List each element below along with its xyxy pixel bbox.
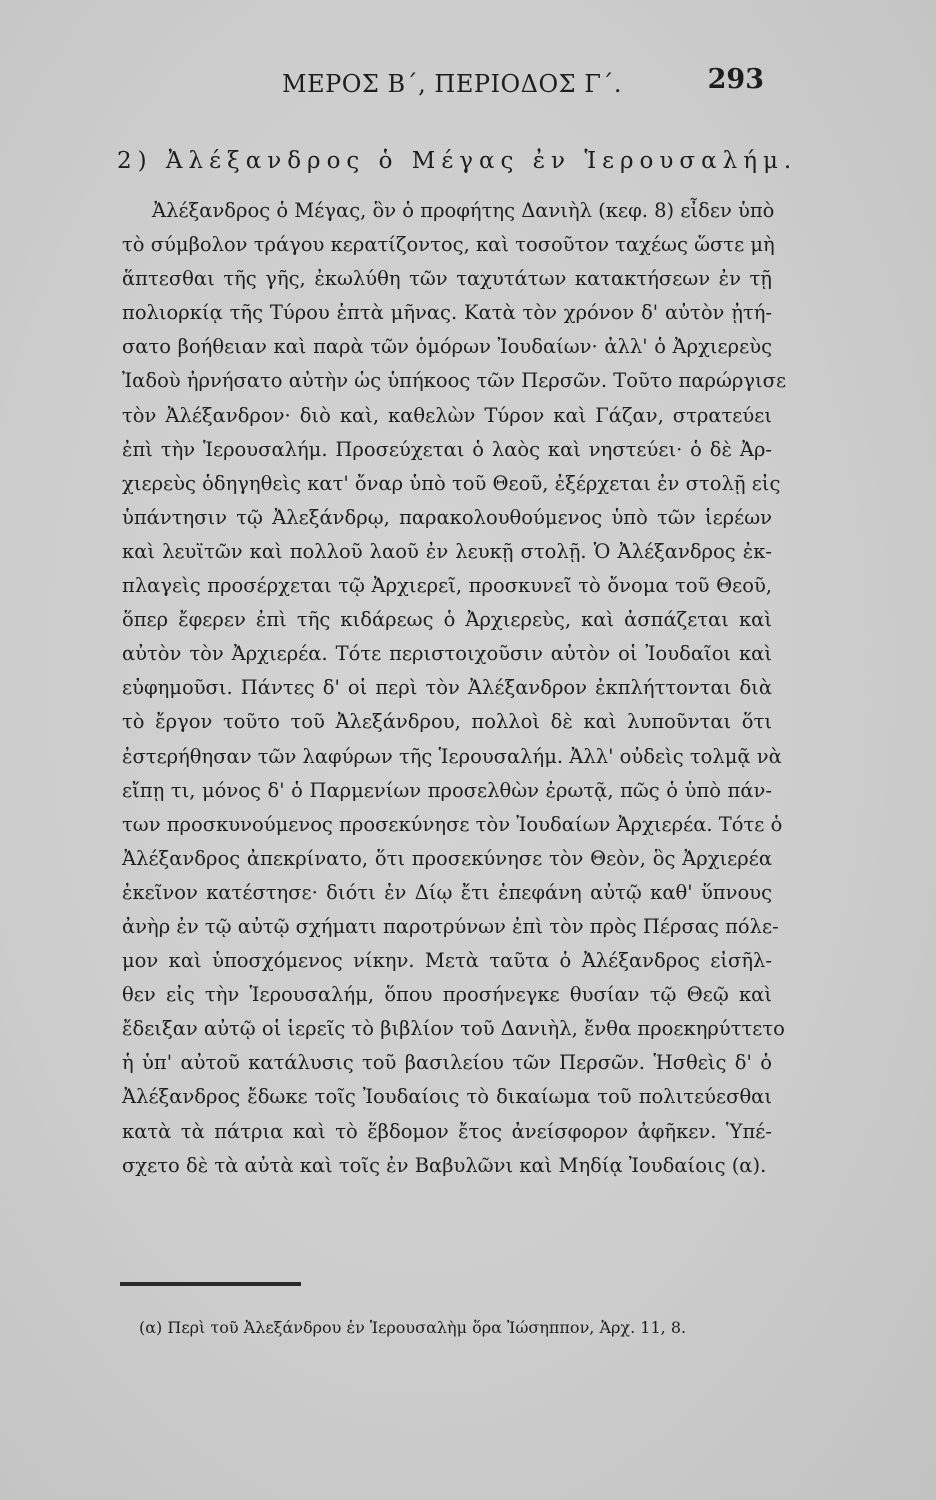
- body-line: Ἀλέξανδρος ἀπεκρίνατο, ὅτι προσεκύνησε τὸν Θεὸν, ὃς Ἀρχιερέα: [122, 846, 772, 870]
- body-line: πολιορκίᾳ τῆς Τύρου ἑπτὰ μῆνας. Κατὰ τὸν χρόνον δ' αὐτὸν ᾐτή-: [122, 301, 772, 325]
- body-line: τὸν Ἀλέξανδρον· διὸ καὶ, καθελὼν Τύρον καὶ Γάζαν, στρατεύει: [122, 403, 772, 427]
- running-head: ΜΕΡΟΣ Β΄, ΠΕΡΙΟΔΟΣ Γ΄.: [282, 70, 623, 98]
- body-line: εἴπῃ τι, μόνος δ' ὁ Παρμενίων προσελθὼν ἐρωτᾷ, πῶς ὁ ὑπὸ πάν-: [122, 778, 772, 802]
- body-line: σχετο δὲ τὰ αὐτὰ καὶ τοῖς ἐν Βαβυλῶνι καὶ Μηδίᾳ Ἰουδαίοις (α).: [122, 1153, 767, 1177]
- body-line: τὸ ἔργον τοῦτο τοῦ Ἀλεξάνδρου, πολλοὶ δὲ καὶ λυποῦνται ὅτι: [122, 710, 772, 734]
- body-line: ἀνὴρ ἐν τῷ αὐτῷ σχήματι παροτρύνων ἐπὶ τὸν πρὸς Πέρσας πόλε-: [122, 914, 779, 938]
- body-line: τὸ σύμβολον τράγου κερατίζοντος, καὶ τοσοῦτον ταχέως ὥστε μὴ: [122, 233, 775, 257]
- page-number: 293: [707, 64, 764, 95]
- body-line: των προσκυνούμενος προσεκύνησε τὸν Ἰουδαίων Ἀρχιερέα. Τότε ὁ: [122, 812, 783, 836]
- body-line: θεν εἰς τὴν Ἱερουσαλήμ, ὅπου προσήνεγκε θυσίαν τῷ Θεῷ καὶ: [122, 983, 772, 1007]
- footnote: (α) Περὶ τοῦ Ἀλεξάνδρου ἐν Ἱερουσαλὴμ ὅρα Ἰώσηππον, Ἀρχ. 11, 8.: [139, 1318, 687, 1337]
- page-header: [120, 62, 770, 102]
- body-line: Ἰαδοὺ ἠρνήσατο αὐτὴν ὡς ὑπήκοος τῶν Περσῶν. Τοῦτο παρώργισε: [122, 369, 787, 393]
- body-line: ἐπὶ τὴν Ἱερουσαλήμ. Προσεύχεται ὁ λαὸς καὶ νηστεύει· ὁ δὲ Ἀρ-: [122, 437, 772, 461]
- body-line: ὅπερ ἔφερεν ἐπὶ τῆς κιδάρεως ὁ Ἀρχιερεὺς, καὶ ἀσπάζεται καὶ: [122, 608, 772, 632]
- footnote-rule: [120, 1282, 301, 1286]
- body-line: χιερεὺς ὁδηγηθεὶς κατ' ὄναρ ὑπὸ τοῦ Θεοῦ, ἐξέρχεται ἐν στολῇ εἰς: [122, 471, 781, 495]
- body-line: μον καὶ ὑποσχόμενος νίκην. Μετὰ ταῦτα ὁ Ἀλέξανδρος εἰσῆλ-: [122, 949, 772, 973]
- body-line: καὶ λευϊτῶν καὶ πολλοῦ λαοῦ ἐν λευκῇ στολῇ. Ὁ Ἀλέξανδρος ἐκ-: [122, 539, 772, 563]
- body-line: ἐκεῖνον κατέστησε· διότι ἐν Δίῳ ἔτι ἐπεφάνη αὐτῷ καθ' ὕπνους: [122, 880, 772, 904]
- body-line: ἅπτεσθαι τῆς γῆς, ἐκωλύθη τῶν ταχυτάτων κατακτήσεων ἐν τῇ: [122, 267, 772, 291]
- body-line: κατὰ τὰ πάτρια καὶ τὸ ἕβδομον ἔτος ἀνείσφορον ἀφῆκεν. Ὑπέ-: [122, 1119, 772, 1143]
- body-line: αὐτὸν τὸν Ἀρχιερέα. Τότε περιστοιχοῦσιν αὐτὸν οἱ Ἰουδαῖοι καὶ: [122, 642, 772, 666]
- body-line: ὑπάντησιν τῷ Ἀλεξάνδρῳ, παρακολουθούμενος ὑπὸ τῶν ἱερέων: [122, 505, 772, 529]
- section-title: 2) Ἀλέξανδρος ὁ Μέγας ἐν Ἱερουσαλήμ.: [117, 148, 798, 174]
- body-line: πλαγεὶς προσέρχεται τῷ Ἀρχιερεῖ, προσκυνεῖ τὸ ὄνομα τοῦ Θεοῦ,: [122, 574, 772, 598]
- body-line: ἡ ὑπ' αὐτοῦ κατάλυσις τοῦ βασιλείου τῶν Περσῶν. Ἡσθεὶς δ' ὁ: [122, 1051, 772, 1075]
- body-text: [122, 194, 787, 1183]
- body-line: ἔδειξαν αὐτῷ οἱ ἱερεῖς τὸ βιβλίον τοῦ Δανιὴλ, ἔνθα προεκηρύττετο: [122, 1017, 785, 1041]
- body-line: Ἀλέξανδρος ὁ Μέγας, ὃν ὁ προφήτης Δανιὴλ (κεφ. 8) εἶδεν ὑπὸ: [152, 199, 775, 222]
- body-line: σατο βοήθειαν καὶ παρὰ τῶν ὁμόρων Ἰουδαίων· ἀλλ' ὁ Ἀρχιερεὺς: [122, 335, 772, 359]
- body-line: εὐφημοῦσι. Πάντες δ' οἱ περὶ τὸν Ἀλέξανδρον ἐκπλήττονται διὰ: [122, 676, 772, 700]
- body-line: ἐστερήθησαν τῶν λαφύρων τῆς Ἱερουσαλήμ. Ἀλλ' οὐδεὶς τολμᾷ νὰ: [122, 744, 782, 768]
- body-line: Ἀλέξανδρος ἔδωκε τοῖς Ἰουδαίοις τὸ δικαίωμα τοῦ πολιτεύεσθαι: [122, 1085, 772, 1109]
